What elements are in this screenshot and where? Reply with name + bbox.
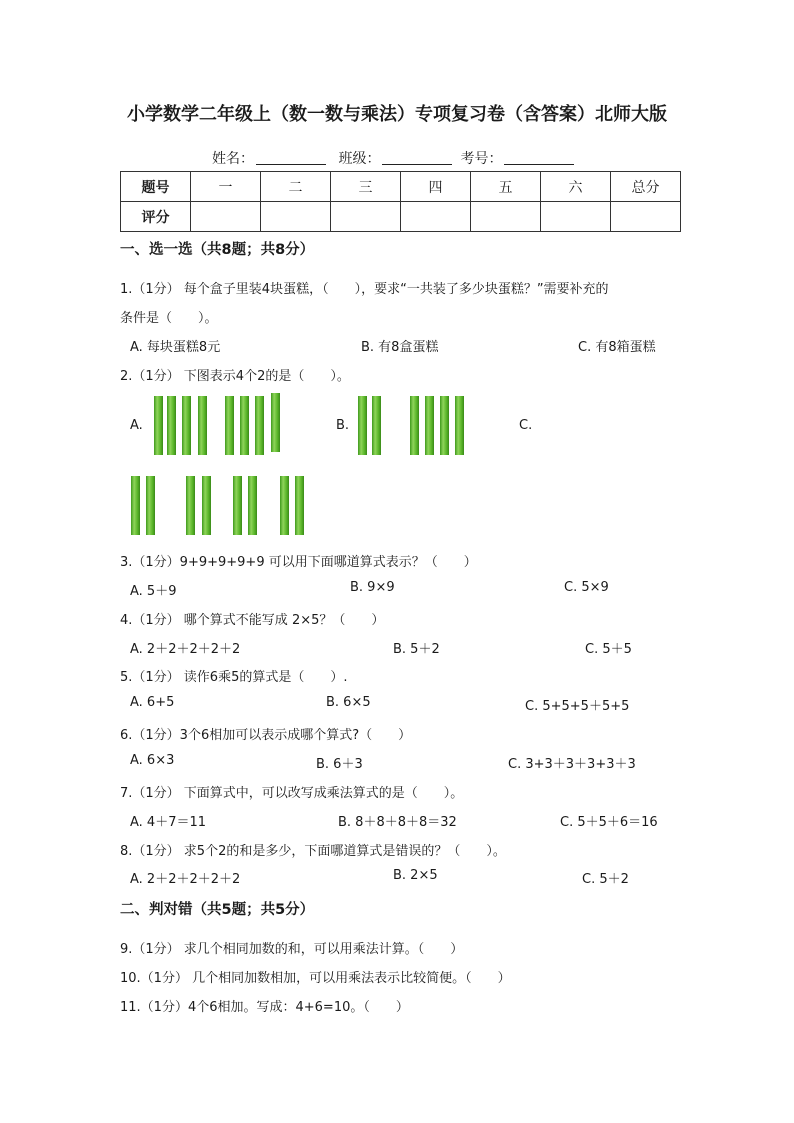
question-3-line1: 3.（1分）9+9+9+9+9 可以用下面哪道算式表示？（ ） <box>120 555 477 570</box>
question-4-line1: 4.（1分） 哪个算式不能写成 2×5？（ ） <box>120 613 385 628</box>
q6-option-a[interactable]: A. 6×3 <box>130 753 175 768</box>
question-2-line1: 2.（1分） 下图表示4个2的是（ ）。 <box>120 369 350 384</box>
score-cell: 二 <box>261 172 331 202</box>
stick <box>410 396 419 455</box>
question-5-line1: 5.（1分） 读作6乘5的算式是（ ）. <box>120 670 348 685</box>
q2-option-c[interactable]: C. <box>519 418 533 433</box>
stick <box>154 396 163 455</box>
q8-option-a[interactable]: A. 2＋2＋2＋2＋2 <box>130 872 241 887</box>
question-1-line2: 条件是（ ）。 <box>120 311 218 326</box>
q6-option-c[interactable]: C. 3+3＋3＋3+3＋3 <box>508 757 636 772</box>
score-cell: 一 <box>191 172 261 202</box>
question-6-line1: 6.（1分）3个6相加可以表示成哪个算式?（ ） <box>120 728 412 743</box>
q2-option-a[interactable]: A. <box>130 418 143 433</box>
stick <box>255 396 264 455</box>
class-label: 班级： <box>338 151 381 167</box>
q2-option-b[interactable]: B. <box>336 418 350 433</box>
stick <box>146 476 155 535</box>
q1-option-b[interactable]: B. 有8盒蛋糕 <box>361 340 439 355</box>
q2-option-c-sticks <box>131 476 304 535</box>
q3-option-c[interactable]: C. 5×9 <box>564 580 609 595</box>
q5-option-a[interactable]: A. 6+5 <box>130 695 175 710</box>
stick <box>358 396 367 455</box>
score-row-label: 评分 <box>121 202 191 232</box>
score-cell: 六 <box>541 172 611 202</box>
section-title-choice: 一、选一选（共8题；共8分） <box>120 242 315 258</box>
stick <box>455 396 464 455</box>
score-cell: 题号 <box>121 172 191 202</box>
section-title-true-false: 二、判对错（共5题；共5分） <box>120 902 315 918</box>
q8-option-c[interactable]: C. 5＋2 <box>582 872 629 887</box>
q4-option-c[interactable]: C. 5＋5 <box>585 642 632 657</box>
q7-option-a[interactable]: A. 4＋7＝11 <box>130 815 207 830</box>
stick <box>248 476 257 535</box>
q7-option-c[interactable]: C. 5＋5＋6＝16 <box>560 815 658 830</box>
stick <box>440 396 449 455</box>
question-7-line1: 7.（1分） 下面算式中，可以改写成乘法算式的是（ ）。 <box>120 786 464 801</box>
q6-option-b[interactable]: B. 6＋3 <box>316 757 363 772</box>
q4-option-a[interactable]: A. 2＋2＋2＋2＋2 <box>130 642 241 657</box>
q7-option-b[interactable]: B. 8＋8＋8＋8＝32 <box>338 815 457 830</box>
question-8-line1: 8.（1分） 求5个2的和是多少，下面哪道算式是错误的？（ ）。 <box>120 844 506 859</box>
q8-option-b[interactable]: B. 2×5 <box>393 868 438 883</box>
q3-option-a[interactable]: A. 5＋9 <box>130 584 177 599</box>
stick <box>225 396 234 455</box>
stick <box>425 396 434 455</box>
stick <box>202 476 211 535</box>
score-cell: 总分 <box>611 172 681 202</box>
stick <box>233 476 242 535</box>
stick <box>182 396 191 455</box>
score-cell: 五 <box>471 172 541 202</box>
stick <box>131 476 140 535</box>
counting-sticks-figure <box>0 0 794 560</box>
stick <box>186 476 195 535</box>
stick <box>280 476 289 535</box>
stick <box>372 396 381 455</box>
q2-option-b-sticks <box>358 396 464 455</box>
q4-option-b[interactable]: B. 5＋2 <box>393 642 440 657</box>
question-10-line1: 10.（1分） 几个相同加数相加，可以用乘法表示比较简便。（ ） <box>120 971 511 986</box>
name-label: 姓名： <box>212 151 254 167</box>
q1-option-a[interactable]: A. 每块蛋糕8元 <box>130 340 221 355</box>
score-cell: 三 <box>331 172 401 202</box>
q5-option-c[interactable]: C. 5+5+5＋5+5 <box>525 699 630 714</box>
stick <box>295 476 304 535</box>
number-label: 考号： <box>460 151 503 167</box>
question-1-line1: 1.（1分） 每个盒子里装4块蛋糕，（ ），要求“一共装了多少块蛋糕？”需要补充的 <box>120 282 609 297</box>
stick <box>198 396 207 455</box>
q3-option-b[interactable]: B. 9×9 <box>350 580 395 595</box>
q5-option-b[interactable]: B. 6×5 <box>326 695 371 710</box>
stick <box>240 396 249 455</box>
stick <box>271 393 280 452</box>
question-9-line1: 9.（1分） 求几个相同加数的和，可以用乘法计算。（ ） <box>120 942 464 957</box>
q2-option-a-sticks <box>154 393 280 455</box>
page-title: 小学数学二年级上（数一数与乘法）专项复习卷（含答案）北师大版 <box>127 104 667 125</box>
q1-option-c[interactable]: C. 有8箱蛋糕 <box>578 340 656 355</box>
stick <box>167 396 176 455</box>
question-11-line1: 11.（1分）4个6相加。写成：4+6=10。（ ） <box>120 1000 409 1015</box>
score-cell: 四 <box>401 172 471 202</box>
